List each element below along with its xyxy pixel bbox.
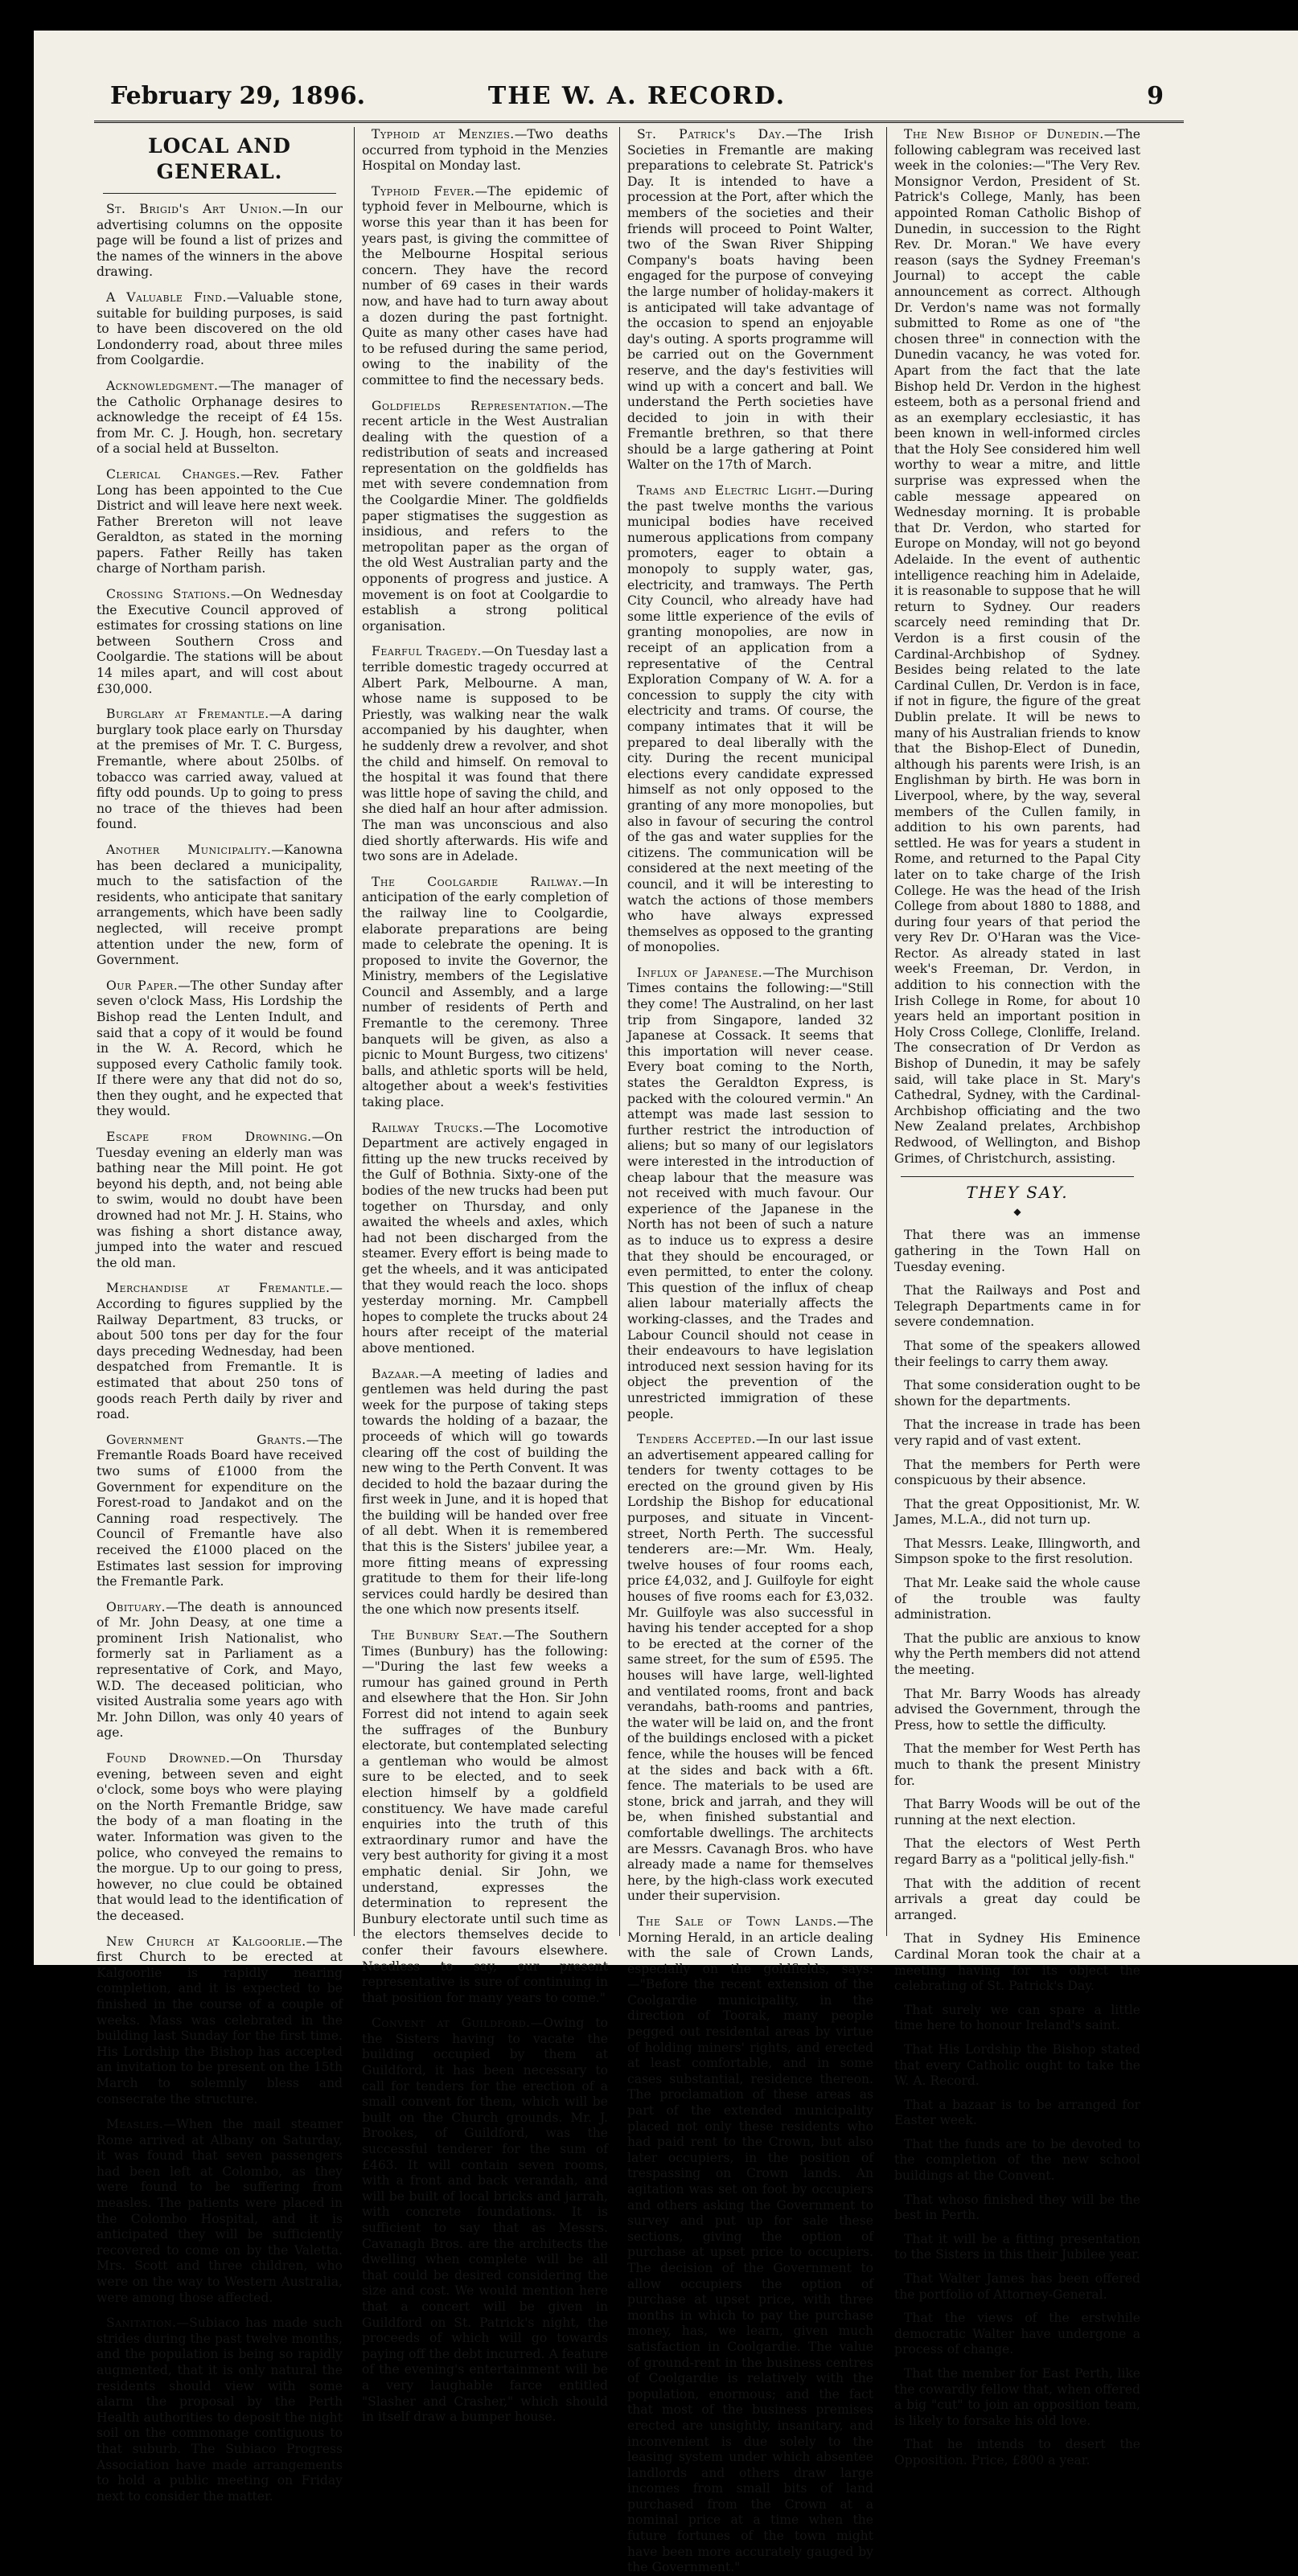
news-paragraph xyxy=(362,127,608,174)
paragraph-body: —According to figures supplied by the Railway Department, 83 trucks, or about 500 tons per day for the four days preceding Wednesday, had been despatched from Fremantle. It is estimated that about 250 tons of goods reach Perth daily by river and road. xyxy=(97,1281,343,1422)
masthead xyxy=(110,76,1164,117)
paragraph-headline: St. Brigid's Art Union. xyxy=(106,202,282,216)
paragraph-headline: The Coolgardie Railway. xyxy=(372,874,583,889)
they-say-item: That His Lordship the Bishop stated that every Catholic ought to take the W. A. Record. xyxy=(894,2041,1140,2089)
newspaper-title: THE W. A. RECORD. xyxy=(487,82,787,110)
paragraph-headline: The New Bishop of Dunedin. xyxy=(904,127,1104,142)
they-say-item: That the great Oppositionist, Mr. W. James, M.L.A., did not turn up. xyxy=(894,1496,1140,1528)
they-say-item: That the increase in trade has been very rapid and of vast extent. xyxy=(894,1417,1140,1448)
section-rule xyxy=(103,193,336,194)
paragraph-body: —In our advertising columns on the opposite page will be found a list of prizes and the names of the winners in the above drawing. xyxy=(97,202,343,280)
paragraph-headline: Burglary at Fremantle. xyxy=(106,707,269,722)
news-paragraph xyxy=(362,1367,608,1619)
they-say-item: That some consideration ought to be shown for the departments. xyxy=(894,1378,1140,1409)
column-2-articles xyxy=(362,127,608,2426)
they-say-item: That he intends to desert the Opposition. Price, £800 a year. xyxy=(894,2437,1140,2467)
paragraph-body: —Two deaths occurred from typhoid in the Menzies Hospital on Monday last. xyxy=(362,127,608,174)
they-say-rule xyxy=(901,1176,1134,1177)
they-say-item: That whoso finished they will be the best in Perth. xyxy=(894,2192,1140,2223)
news-paragraph xyxy=(97,843,343,969)
paragraph-body: —Kanowna has been declared a municipality, much to the satisfaction of the residents, who anticipate that sanitary arrangements, which have been sadly neglected, will receive prompt attention under the new, form of Government. xyxy=(97,842,343,968)
paragraph-headline: Sanitation. xyxy=(106,2316,177,2331)
paragraph-body: —A daring burglary took place early on Thursday at the premises of Mr. T. C. Burgess, Fremantle, where about 250lbs. of tobacco was carried away, valued at fifty odd pounds. Up to going to press no trace of the thieves had been found. xyxy=(97,707,343,832)
column-3 xyxy=(627,127,873,2575)
they-say-item: That surely we can spare a little time here to honour Ireland's saint. xyxy=(894,2002,1140,2033)
paragraph-body: —The other Sunday after seven o'clock Mass, His Lordship the Bishop read the Lenten Indult, and said that a copy of it would be found in the W. A. Record, which he supposed every Catholic family took. If there were any that did not do so, then they ought, and he expected that they would. xyxy=(97,978,343,1119)
page-number: 9 xyxy=(1147,82,1164,110)
paragraph-headline: Typhoid at Menzies. xyxy=(372,127,515,142)
paragraph-body: —Valuable stone, suitable for building purposes, is said to have been discovered on the old Londonderry road, about three miles from Coolgardie. xyxy=(97,289,343,368)
issue-date: February 29, 1896. xyxy=(110,82,366,110)
paragraph-headline: Found Drowned. xyxy=(106,1751,231,1766)
paragraph-body: —In our last issue an advertisement appeared calling for tenders for twenty cottages to be erected on the ground given by His Lordship the Bishop for educational purposes, and situate in Vincent-street, North Perth. The successful tenderers are:—Mr. Wm. Healy, twelve houses of four rooms each, price £4,032, and J. Guilfoyle for eight houses of five rooms each for £3,032. Mr. Guilfoyle was also successful in having his tender accepted for a shop to be erected at the corner of the same street, for the sum of £595. The houses will have large, well-lighted and ventilated rooms, front and back verandahs, bath-rooms and pantries, the water will be laid on, and the front of the buildings enclosed with a picket fence, while the houses will be fenced at the sides and back with a 6ft. fence. The materials to be used are stone, brick and jarrah, and they will be, when finished substantial and comfortable dwellings. The architects are Messrs. Cavanagh Bros. who have already made a name for themselves here, by the high-class work executed under their supervision. xyxy=(627,1432,873,1904)
they-say-item: That Messrs. Leake, Illingworth, and Simpson spoke to the first resolution. xyxy=(894,1536,1140,1567)
paragraph-body: —The Irish Societies in Fremantle are making preparations to celebrate St. Patrick's Day. It is intended to have a procession at the Port, after which the members of the societies and their friends will proceed to Point Walter, two of the Swan River Shipping Company's boats having been engaged for the purpose of conveying the large number of holiday-makers it is anticipated will take advantage of the occasion to spend an enjoyable day's outing. A sports programme will be carried out on the Government reserve, and the day's festivities will wind up with a concert and ball. We understand the Perth societies have decided to join in with their Fremantle brethren, so that there should be a large gathering at Point Walter on the 17th of March. xyxy=(627,127,873,473)
they-say-item: That the member for East Perth, like the cowardly fellow that, when offered a big "cut" to join an opposition team, is likely to forsake his old love. xyxy=(894,2366,1140,2428)
they-say-item: That some of the speakers allowed their feelings to carry them away. xyxy=(894,1338,1140,1369)
news-paragraph xyxy=(894,127,1140,1167)
news-paragraph xyxy=(97,1751,343,1925)
paragraph-headline: Escape from Drowning. xyxy=(106,1130,312,1145)
paragraph-headline: Goldfields Representation. xyxy=(372,398,572,413)
news-paragraph xyxy=(97,978,343,1120)
paragraph-body: —Owing to the Sisters having to vacate the building occupied by them at Guildford, it has been necessary to call for tenders for the erection of a small convent for them, which will be built on the Church grounds. Mr. J. Brookes, of Guildford, was the successful tenderer for the sum of £463. It will contain seven rooms, with a front and back verandah, and will be built of local bricks and jarrah, with concrete foundations. It is sufficient to say that as Messrs. Cavanagh Bros. are the architects the dwelling when complete will be all that could be desired considering the size and cost. We would mention here that a concert will be given in Guildford on St. Patrick's night, the proceeds of which will go towards paying off the debt incurred. A feature of the evening's entertainment will be a very laughable farce entitled "Slasher and Crasher," which should in itself draw a bumper house. xyxy=(362,2016,608,2425)
section-title: LOCAL AND GENERAL. xyxy=(148,134,291,183)
column-rule xyxy=(886,127,887,1936)
news-paragraph xyxy=(627,483,873,956)
paragraph-body: —The Morning Herald, in an article dealing with the sale of Crown Lands, especially on the goldfields, says:—"Before the recent extension of the Coolgardie municipality, in the direction of Toorak, many people pegged out residental areas by virtue of holding miners' rights, and erected at least comfortable, and in some cases substantial, residence thereon. The proclamation of these areas as part of the extended municipality placed not only these residents who had paid rent to the Crown, but also later occupiers, in the position of trespassing on Crown lands. An agitation was set on foot by occupiers and others asking the Government to survey and put up for sale these sections, giving the option of purchase at upset price to occupiers. The decision of the Government to allow occupiers the option of purchase at upset price, with three months in which to pay the purchase money, has, we learn, given much satisfaction in Coolgardie. The value of ground-rent in the business centres of Coolgardie is relatively with the population, enormous; and the fact that most of the business premises erected are unsightly, insanitary, and inconvenient is due solely to the leasing system under which absentee landlords and others draw large incomes from small bits of land purchased from the Crown at a nominal price at a time when the future fortunes of the town might have been more accurately gauged by the Government." xyxy=(627,1914,873,2575)
paragraph-headline: Government Grants. xyxy=(106,1432,306,1447)
they-say-item: That the funds are to be devoted to the completion of the new school buildings at the Convent. xyxy=(894,2136,1140,2184)
paragraph-headline: Railway Trucks. xyxy=(372,1120,483,1135)
paragraph-headline: Tenders Accepted. xyxy=(637,1432,757,1447)
paragraph-body: —Rev. Father Long has been appointed to the Cue District and will leave here next week. Father Brereton will not leave Geraldton, as stated in the morning papers. Father Reilly has taken charge of Northam parish. xyxy=(97,466,343,576)
news-paragraph xyxy=(97,1600,343,1741)
paragraph-headline: Fearful Tragedy. xyxy=(372,644,482,659)
paragraph-headline: Clerical Changes. xyxy=(106,466,240,482)
they-say-item: That Mr. Barry Woods has already advised the Government, through the Press, how to settle the difficulty. xyxy=(894,1686,1140,1733)
paragraph-headline: Typhoid Fever. xyxy=(372,183,475,199)
news-paragraph xyxy=(97,2117,343,2306)
paragraph-body: —Subiaco has made such strides during the past twelve months, and the population is being so rapidly augmented, that it is only natural the residents should view with some alarm the proposal by the Perth Health authorities to deposit the night soil on the commonage contiguous to that suburb. The Subiaco Progress Association have made arrangements to hold a public meeting on Friday next to consider the matter. xyxy=(97,2316,343,2504)
paragraph-headline: A Valuable Find. xyxy=(106,289,227,305)
news-paragraph xyxy=(362,2016,608,2425)
paragraph-body: —When the mail steamer Rome arrived at Albany on Saturday, it was found that seven passengers had been left at Colombo, as they were found to be suffering from measles. The patients were placed in the Colombo Hospital, and it is anticipated they will be sufficiently recovered to come on by the Valetta. Mrs. Scott and three children, who were on the way to Western Australia, were among those affected. xyxy=(97,2117,343,2305)
news-paragraph xyxy=(97,707,343,833)
paragraph-headline: Trams and Electric Light. xyxy=(637,483,817,498)
paragraph-body: —A meeting of ladies and gentlemen was held during the past week for the purpose of taking steps towards the holding of a bazaar, the proceeds of which will go towards clearing off the cost of building the new wing to the Perth Convent. It was decided to hold the bazaar during the first week in June, and it is hoped that the building will be handed over free of all debt. When it is remembered that this is the Sisters' jubilee year, a more fitting means of expressing gratitude to them for their life-long services could hardly be desired than the one which now presents itself. xyxy=(362,1366,608,1618)
they-say-item: That it will be a fitting presentation to the Sisters in this their Jubilee year. xyxy=(894,2231,1140,2262)
news-paragraph xyxy=(97,587,343,697)
paragraph-body: —During the past twelve months the various municipal bodies have received numerous applications from company promoters, eager to obtain a monopoly to supply water, gas, electricity, and tramways. The Perth City Council, who already have had some little experience of the evils of granting monopolies, are now in receipt of an application from a representative of the Central Exploration Company of W. A. for a concession to supply the city with electricity and trams. Of course, the company intimates that it will be prepared to deal liberally with the city. During the recent municipal elections every candidate expressed himself as not only opposed to the granting of any more monopolies, but also in favour of securing the control of the gas and water supplies for the citizens. The communication will be considered at the next meeting of the council, and it will be interesting to watch the actions of those members who have always expressed themselves as opposed to the granting of monopolies. xyxy=(627,483,873,955)
news-paragraph xyxy=(627,1432,873,1905)
paragraph-body: —The recent article in the West Australian dealing with the question of a redistribution of seats and increased representation on the goldfields has met with severe condemnation from the Coolgardie Miner. The goldfields paper stigmatises the suggestion as insidious, and refers to the metropolitan paper as the organ of the old West Australian party and the opponents of progress and justice. A movement is on foot at Coolgardie to establish a strong political organisation. xyxy=(362,398,608,634)
news-paragraph xyxy=(97,202,343,281)
paragraph-body: —On Wednesday the Executive Council approved of estimates for crossing stations on line between Southern Cross and Coolgardie. The stations will be about 14 miles apart, and will cost about £30,000. xyxy=(97,587,343,696)
they-say-item: That Barry Woods will be out of the running at the next election. xyxy=(894,1797,1140,1827)
paragraph-headline: The Bunbury Seat. xyxy=(372,1628,503,1643)
news-paragraph xyxy=(97,1433,343,1590)
paragraph-body: —The following cablegram was received last week in the colonies:—"The Very Rev. Monsignor Verdon, President of St. Patrick's College, Manly, has been appointed Roman Catholic Bishop of Dunedin, in succession to the Right Rev. Dr. Moran." We have every reason (says the Sydney Freeman's Journal) to accept the cable announcement as correct. Although Dr. Verdon's name was not formally submitted to Rome as one of "the chosen three" in connection with the Dunedin vacancy, he was voted for. Apart from the fact that the late Bishop held Dr. Verdon in the highest esteem, both as a personal friend and as an exemplary ecclesiastic, it has been known in well-informed circles that the Holy See considered him well worthy to wear a mitre, and little surprise was expressed when the cable message appeared on Wednesday morning. It is probable that Dr. Verdon, who started for Europe on Monday, will not go beyond Adelaide. In the event of authentic intelligence reaching him in Adelaide, it is reasonable to suppose that he will return to Sydney. Our readers scarcely need reminding that Dr. Verdon is a first cousin of the Cardinal-Archbishop of Sydney. Besides being related to the late Cardinal Cullen, Dr. Verdon is in face, if not in figure, the figure of the great Dublin prelate. It will be news to many of his Australian friends to know that the Bishop-Elect of Dunedin, although his parents were Irish, is an Englishman by birth. He was born in Liverpool, where, by the way, several members of the Cullen family, in addition to his own parents, had settled. He was for years a student in Rome, and returned to the Papal City later on to take charge of the Irish College. He was the head of the Irish College from about 1880 to 1888, and during four years of that period the very Rev Dr. O'Haran was the Vice-Rector. As already stated in last week's Freeman, Dr. Verdon, in addition to his connection with the Irish College in Rome, for about 10 years held an important position in Holy Cross College, Clonliffe, Ireland. The consecration of Dr Verdon as Bishop of Dunedin, it may be safely said, will take place in St. Mary's Cathedral, Sydney, with the Cardinal-Archbishop officiating and the two New Zealand prelates, Archbishop Redwood, of Wellington, and Bishop Grimes, of Christchurch, assisting. xyxy=(894,127,1140,1166)
they-say-item: That Mr. Leake said the whole cause of the trouble was faulty administration. xyxy=(894,1576,1140,1622)
column-4-articles xyxy=(894,127,1140,1167)
column-2 xyxy=(362,127,608,2425)
paragraph-body: —In anticipation of the early completion of the railway line to Coolgardie, elaborate preparations are being made to celebrate the opening. It is proposed to invite the Governor, the Ministry, members of the Legislative Council and Assembly, and a large number of residents of Perth and Fremantle to the ceremony. Three banquets will be given, as also a picnic to Mount Burgess, two citizens' balls, and athletic sports will be held, altogether about a week's festivities taking place. xyxy=(362,874,608,1110)
they-say-item: That the member for West Perth has much to thank the present Ministry for. xyxy=(894,1741,1140,1788)
they-say-heading: THEY SAY. xyxy=(966,1183,1069,1203)
paragraph-headline: St. Patrick's Day. xyxy=(637,127,786,142)
paragraph-headline: The Sale of Town Lands. xyxy=(637,1914,837,1929)
paragraph-headline: Obituary. xyxy=(106,1599,166,1614)
paragraph-headline: Influx of Japanese. xyxy=(637,965,763,980)
they-say-list xyxy=(894,1228,1140,2468)
paragraph-headline: Acknowledgment. xyxy=(106,378,219,393)
paragraph-headline: Bazaar. xyxy=(372,1366,420,1381)
paragraph-body: —The manager of the Catholic Orphanage desires to acknowledge the receipt of £4 15s. from Mr. C. J. Hough, hon. secretary of a social held at Busselton. xyxy=(97,378,343,457)
news-paragraph xyxy=(362,644,608,864)
paragraph-headline: Another Municipality. xyxy=(106,842,272,857)
column-1 xyxy=(97,127,343,2504)
column-3-articles xyxy=(627,127,873,2576)
they-say-item: That with the addition of recent arrivals a great day could be arranged. xyxy=(894,1876,1140,1922)
column-1-articles xyxy=(97,202,343,2504)
news-paragraph xyxy=(362,399,608,635)
news-paragraph xyxy=(627,966,873,1422)
news-paragraph xyxy=(627,127,873,474)
paragraph-headline: New Church at Kalgoorlie. xyxy=(106,1934,306,1949)
they-say-item: That the public are anxious to know why the Perth members did not attend the meeting. xyxy=(894,1631,1140,1678)
paragraph-body: —On Tuesday evening an elderly man was bathing near the Mill point. He got beyond his depth, and, not being able to swim, would no doubt have been drowned had not Mr. J. H. Stains, who was fishing a short distance away, jumped into the water and rescued the old man. xyxy=(97,1130,343,1270)
news-paragraph xyxy=(97,2316,343,2504)
paragraph-body: —On Tuesday last a terrible domestic tragedy occurred at Albert Park, Melbourne. A man, whose name is supposed to be Priestly, was walking near the walk accompanied by his daughter, when he suddenly drew a revolver, and shot the child and himself. On removal to the hospital it was found that there was little hope of saving the child, and she died half an hour after admission. The man was unconscious and also died shortly afterwards. His wife and two sons are in Adelade. xyxy=(362,644,608,864)
paragraph-headline: Merchandise at Fremantle. xyxy=(106,1281,331,1296)
column-rule xyxy=(619,127,620,1936)
masthead-rule xyxy=(94,121,1184,123)
paragraph-body: —The Fremantle Roads Board have received two sums of £1000 from the Government for expenditure on the Forest-road to Jandakot and on the Canning road respectively. The Council of Fremantle have also received the £1000 placed on the Estimates last session for improving the Fremantle Park. xyxy=(97,1432,343,1589)
paragraph-body: —The Southern Times (Bunbury) has the following:—"During the last few weeks a rumour has gained ground in Perth and elsewhere that the Hon. Sir John Forrest did not intend to again seek the suffrages of the Bunbury electorate, but contemplated selecting a gentleman who would be almost sure to be elected, and to seek election himself by a goldfield constituency. We have made careful enquiries into the truth of this extraordinary rumor and have the very best authority for giving it a most emphatic denial. Sir John, we understand, expresses the determination to represent the Bunbury electorate until such time as the electors themselves decide to confer their favours elsewhere. Needless to say, our present representative is sure of continuing in that position for many years to come." xyxy=(362,1628,608,2005)
they-say-item: That there was an immense gathering in the Town Hall on Tuesday evening. xyxy=(894,1228,1140,1274)
news-paragraph xyxy=(97,290,343,369)
news-paragraph xyxy=(362,1628,608,2006)
news-paragraph xyxy=(97,379,343,457)
they-say-item: That the electors of West Perth regard Barry as a "political jelly-fish." xyxy=(894,1836,1140,1867)
news-paragraph xyxy=(362,875,608,1111)
news-paragraph xyxy=(627,1914,873,2576)
news-paragraph xyxy=(97,1130,343,1271)
news-paragraph xyxy=(97,467,343,577)
paragraph-body: —The Murchison Times contains the following:—"Still they come! The Australind, on her last trip from Singapore, landed 32 Japanese at Cossack. It seems that this importation will never cease. Every boat coming to the North, states the Geraldton Express, is packed with the coloured vermin." An attempt was made last session to further restrict the introduction of aliens; but so many of our legislators were interested in the introduction of cheap labour that the measure was not received with much favour. Our experience of the Japanese in the North has not been of such a nature as to induce us to express a desire that they should be encouraged, or even permitted, to enter the colony. This question of the influx of cheap alien labour materially affects the working-classes, and the Trades and Labour Council should not cease in their endeavours to have legislation introduced next session having for its object the prevention of the unrestricted immigration of these people. xyxy=(627,965,873,1421)
ornament-icon: ◆ xyxy=(1013,1205,1021,1217)
paragraph-body: —The first Church to be erected at Kalgoorlie is rapidly nearing completion, and it is expected to be finished in the course of a couple of weeks. Mass was celebrated in the building last Sunday for the first time. His Lordship the Bishop has accepted an invitation to be present on the 15th March to solemnly bless and consecrate the structure. xyxy=(97,1934,343,2106)
they-say-item: That the members for Perth were conspicuous by their absence. xyxy=(894,1457,1140,1488)
paragraph-body: —The epidemic of typhoid fever in Melbourne, which is worse this year than it has been for years past, is giving the committee of the Melbourne Hospital serious concern. They have the record number of 69 cases in their wards now, and have had to turn away about a dozen during the past fortnight. Quite as many other cases have had to be refused during the same period, owing to the inability of the committee to find the necessary beds. xyxy=(362,183,608,388)
paragraph-headline: Measles. xyxy=(106,2117,164,2132)
they-say-item: That the Railways and Post and Telegraph Departments came in for severe condemnation. xyxy=(894,1283,1140,1330)
they-say-item: That Walter James has been offered the portfolio of Attorney-General. xyxy=(894,2271,1140,2302)
column-rule xyxy=(354,127,355,1936)
paragraph-body: —On Thursday evening, between seven and eight o'clock, some boys who were playing on the North Fremantle Bridge, saw the body of a man floating in the water. Information was given to the police, who conveyed the remains to the morgue. Up to our going to press, however, no clue could be obtained that would lead to the identification of the deceased. xyxy=(97,1751,343,1923)
they-say-item: That the views of the erstwhile democratic Walter have undergone a process of change. xyxy=(894,2311,1140,2357)
news-paragraph xyxy=(97,1934,343,2108)
paragraph-body: —The death is announced of Mr. John Deasy, at one time a prominent Irish Nationalist, who formerly sat in Parliament as a representative of Cork, and Mayo, W.D. The deceased politician, who visited Australia some years ago with Mr. John Dillon, was only 40 years of age. xyxy=(97,1599,343,1741)
they-say-item: That in Sydney His Eminence Cardinal Moran took the chair at a meeting having for its object the celebrating of St. Patrick's Day. xyxy=(894,1931,1140,1994)
column-4 xyxy=(894,127,1140,2467)
paragraph-headline: Convent at Guildford. xyxy=(372,2016,531,2031)
they-say-item: That a bazaar is to be arranged for Easter week. xyxy=(894,2097,1140,2128)
news-paragraph xyxy=(362,1121,608,1357)
news-paragraph xyxy=(97,1281,343,1422)
news-paragraph xyxy=(362,184,608,389)
newspaper-page xyxy=(34,31,1298,2575)
paragraph-headline: Our Paper. xyxy=(106,978,179,993)
paragraph-body: —The Locomotive Department are actively engaged in fitting up the new trucks received by the Gulf of Bothnia. Sixty-one of the bodies of the new trucks had been put together on Thursday, and only awaited the wheels and axles, which had not been discharged from the steamer. Every effort is being made to get the wheels, and it was anticipated that they would reach the loco. shops yesterday morning. Mr. Campbell hopes to complete the trucks about 24 hours after receipt of the material above mentioned. xyxy=(362,1120,608,1356)
paragraph-headline: Crossing Stations. xyxy=(106,587,231,602)
